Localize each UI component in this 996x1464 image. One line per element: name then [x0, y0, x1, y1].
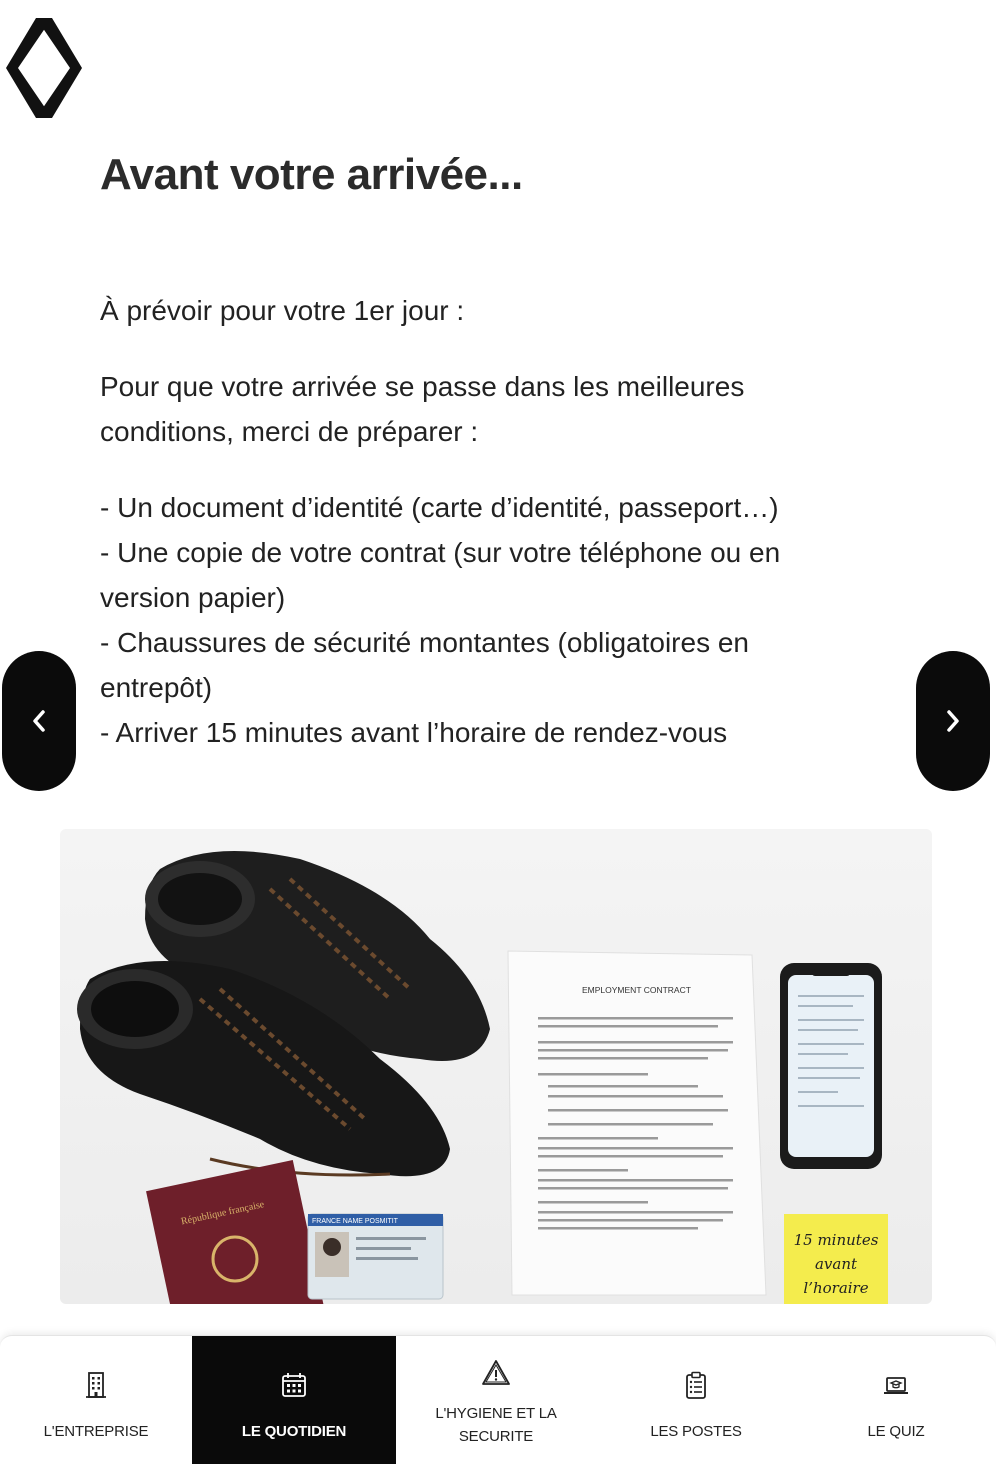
- previous-slide-button[interactable]: [2, 651, 76, 791]
- clipboard-icon: [681, 1370, 711, 1400]
- intro-text: À prévoir pour votre 1er jour :: [100, 295, 465, 326]
- id-card-header: FRANCE NAME POSMITIT: [312, 1218, 398, 1225]
- sticky-note-line: avant: [814, 1255, 858, 1273]
- warning-icon: [481, 1358, 511, 1388]
- first-day-items-photo: [60, 829, 932, 1304]
- tab-label: L'HYGIENE ET LA SECURITE: [435, 1405, 557, 1445]
- content-body: [100, 288, 840, 755]
- id-card: [308, 1214, 443, 1299]
- calendar-icon: [279, 1370, 309, 1400]
- next-slide-button[interactable]: [916, 651, 990, 791]
- instruction-text: Pour que votre arrivée se passe dans les meilleures conditions, merci de préparer :: [100, 371, 745, 447]
- bottom-navigation: [0, 1335, 996, 1464]
- passport-text: République française: [180, 1199, 266, 1228]
- tab-hygiene-securite[interactable]: [396, 1336, 596, 1464]
- list-item: - Une copie de votre contrat (sur votre téléphone ou en version papier): [100, 537, 781, 613]
- sticky-note: [784, 1214, 888, 1304]
- tab-label: L'ENTREPRISE: [43, 1423, 149, 1440]
- passport: [146, 1160, 324, 1304]
- sticky-note-line: l’horaire: [803, 1279, 869, 1297]
- tab-label: LE QUIZ: [867, 1423, 925, 1440]
- employment-contract-paper: [508, 951, 766, 1295]
- smartphone: [780, 963, 882, 1169]
- building-icon: [81, 1370, 111, 1400]
- contract-heading: EMPLOYMENT CONTRACT: [582, 985, 691, 995]
- checklist: [100, 485, 840, 755]
- tab-quotidien[interactable]: [192, 1336, 396, 1464]
- renault-diamond-logo[interactable]: [4, 16, 84, 120]
- tab-label: LE QUOTIDIEN: [241, 1423, 347, 1440]
- tab-label: LES POSTES: [650, 1423, 742, 1440]
- sticky-note-line: 15 minutes: [793, 1231, 879, 1249]
- list-item: - Chaussures de sécurité montantes (obligatoires en entrepôt): [100, 627, 750, 703]
- chevron-right-icon: [942, 706, 964, 736]
- tab-entreprise[interactable]: [0, 1336, 192, 1464]
- list-item: - Arriver 15 minutes avant l’horaire de rendez-vous: [100, 717, 728, 748]
- laptop-graduation-icon: [881, 1370, 911, 1400]
- tab-postes[interactable]: [596, 1336, 796, 1464]
- tab-quiz[interactable]: [796, 1336, 996, 1464]
- list-item: - Un document d’identité (carte d’identité, passeport…): [100, 492, 779, 523]
- page-title: Avant votre arrivée...: [100, 150, 523, 199]
- chevron-left-icon: [28, 706, 50, 736]
